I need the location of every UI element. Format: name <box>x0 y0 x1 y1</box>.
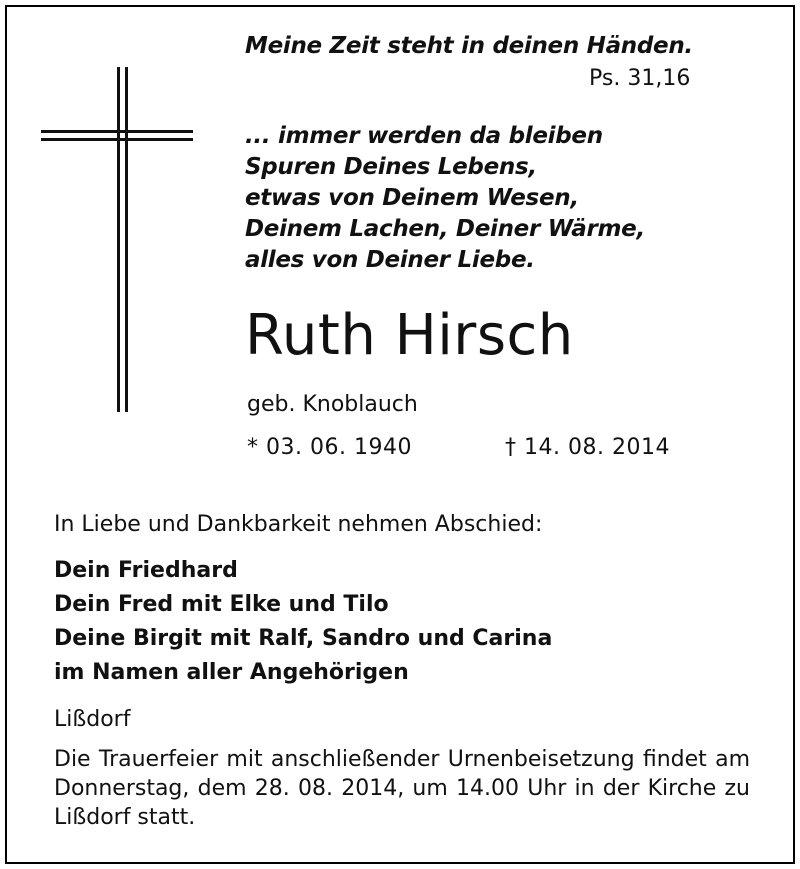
verse-reference: Ps. 31,16 <box>589 66 691 91</box>
obituary-notice <box>5 5 795 864</box>
poem-line: ... immer werden da bleiben <box>245 123 603 149</box>
mourner: im Namen aller Angehörigen <box>54 660 409 685</box>
ceremony-text: Die Trauerfeier mit anschließender Urnenbeisetzung findet am Donnerstag, dem 28. 08. 2014, um 14.00 Uhr in der Kirche zu Lißdorf statt. <box>54 747 750 830</box>
poem-line: Deinem Lachen, Deiner Wärme, <box>245 216 645 242</box>
verse-quote: Meine Zeit steht in deinen Händen. <box>245 33 693 59</box>
mourner: Dein Fred mit Elke und Tilo <box>54 592 389 617</box>
death-date: † 14. 08. 2014 <box>505 435 670 460</box>
mourner: Deine Birgit mit Ralf, Sandro und Carina <box>54 626 553 651</box>
deceased-name: Ruth Hirsch <box>245 303 574 368</box>
mourner: Dein Friedhard <box>54 558 238 583</box>
poem <box>245 121 645 276</box>
maiden-name: geb. Knoblauch <box>247 392 418 417</box>
cross-icon <box>41 67 181 417</box>
farewell-intro: In Liebe und Dankbarkeit nehmen Abschied: <box>54 512 543 537</box>
poem-line: etwas von Deinem Wesen, <box>245 185 579 211</box>
location: Lißdorf <box>54 707 131 732</box>
poem-line: Spuren Deines Lebens, <box>245 154 537 180</box>
poem-line: alles von Deiner Liebe. <box>245 247 535 273</box>
mourners-list <box>54 554 552 690</box>
birth-date: * 03. 06. 1940 <box>247 435 412 460</box>
